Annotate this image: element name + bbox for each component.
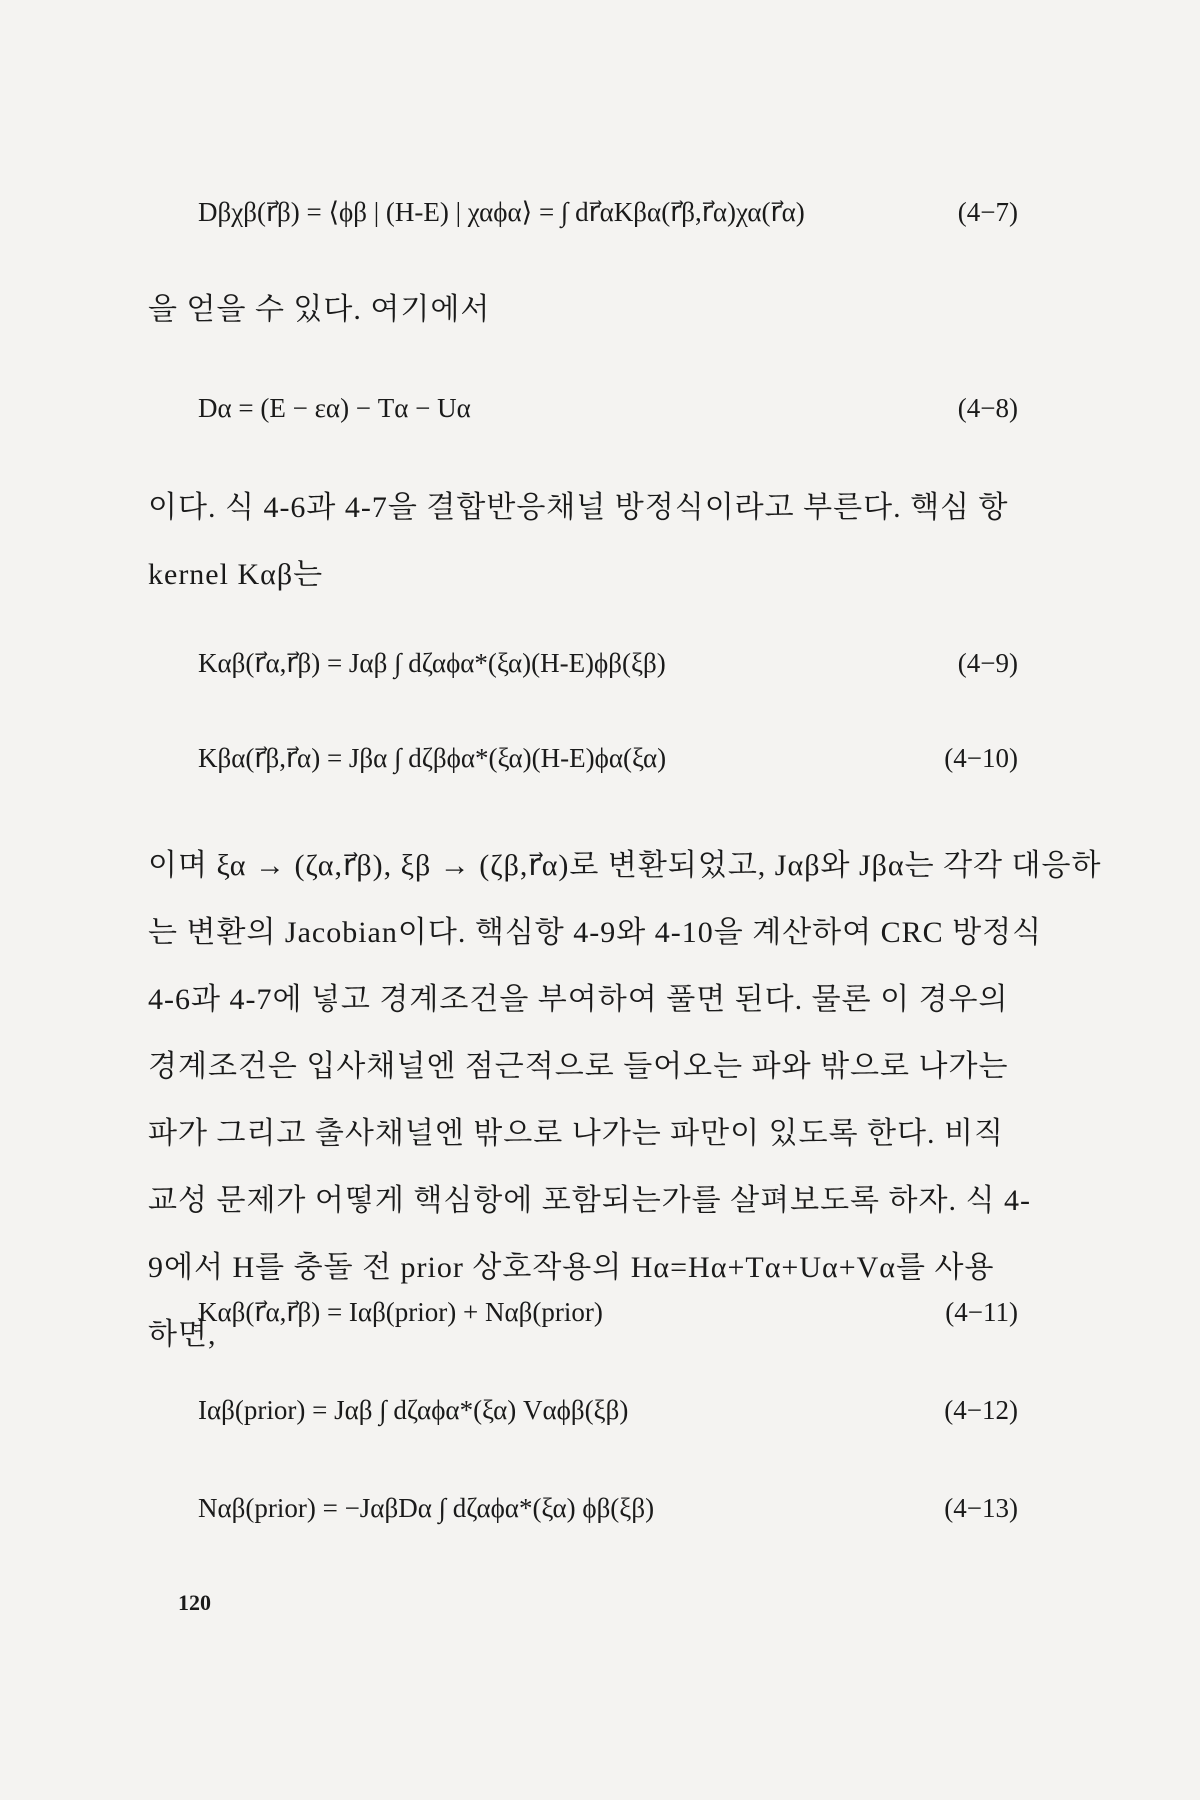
equation-number: (4−12) bbox=[944, 1395, 1018, 1425]
equation-text: Dα = (E − εα) − Tα − Uα bbox=[198, 393, 471, 423]
paragraph-1 bbox=[148, 276, 1028, 343]
equation-text: Kαβ(r⃗α,r⃗β) = Iαβ(prior) + Nαβ(prior) bbox=[198, 1297, 603, 1327]
text-line: 을 얻을 수 있다. 여기에서 bbox=[148, 293, 491, 326]
equation-text: Iαβ(prior) = Jαβ ∫ dζαϕα*(ξα) Vαϕβ(ξβ) bbox=[198, 1395, 629, 1425]
equation-number: (4−9) bbox=[957, 648, 1018, 678]
equation-number: (4−7) bbox=[957, 197, 1018, 227]
paragraph-2 bbox=[148, 474, 1028, 608]
text-line: 4-6과 4-7에 넣고 경계조건을 부여하여 풀면 된다. 물론 이 경우의 bbox=[148, 983, 1009, 1016]
equation-text: Kβα(r⃗β,r⃗α) = Jβα ∫ dζβϕα*(ξα)(H-E)ϕα(ξα) bbox=[198, 743, 667, 773]
equation-text: Nαβ(prior) = −JαβDα ∫ dζαϕα*(ξα) ϕβ(ξβ) bbox=[198, 1493, 655, 1523]
text-line: 이다. 식 4-6과 4-7을 결합반응채널 방정식이라고 부른다. 핵심 항 bbox=[148, 491, 1009, 524]
text-line: 는 변환의 Jacobian이다. 핵심항 4-9와 4-10을 계산하여 CRC 방정식 bbox=[148, 916, 1043, 949]
equation-text: Dβχβ(r⃗β) = ⟨ϕβ | (H-E) | χαϕα⟩ = ∫ dr⃗αKβα(r⃗β,r⃗α)χα(r⃗α) bbox=[198, 197, 805, 227]
text-line: kernel Kαβ는 bbox=[148, 558, 324, 591]
equation-4-8 bbox=[198, 378, 1018, 438]
text-line: 경계조건은 입사채널엔 점근적으로 들어오는 파와 밖으로 나가는 bbox=[148, 1050, 1009, 1083]
text-line: 이며 ξα → (ζα,r⃗β), ξβ → (ζβ,r⃗α)로 변환되었고, Jαβ와 Jβα는 각각 대응하 bbox=[148, 849, 1102, 882]
text-line: 하면, bbox=[148, 1318, 217, 1351]
equation-4-7 bbox=[198, 182, 1018, 242]
equation-4-11 bbox=[198, 1282, 1018, 1342]
equation-4-9 bbox=[198, 633, 1018, 693]
equation-number: (4−8) bbox=[957, 393, 1018, 423]
page-number: 120 bbox=[178, 1590, 211, 1615]
equation-number: (4−10) bbox=[944, 743, 1018, 773]
text-line: 파가 그리고 출사채널엔 밖으로 나가는 파만이 있도록 한다. 비직 bbox=[148, 1117, 1004, 1150]
text-line: 9에서 H를 충돌 전 prior 상호작용의 Hα=Hα+Tα+Uα+Vα를 사용 bbox=[148, 1251, 995, 1284]
equation-4-13 bbox=[198, 1478, 1018, 1538]
equation-text: Kαβ(r⃗α,r⃗β) = Jαβ ∫ dζαϕα*(ξα)(H-E)ϕβ(ξβ) bbox=[198, 648, 666, 678]
text-line: 교성 문제가 어떻게 핵심항에 포함되는가를 살펴보도록 하자. 식 4- bbox=[148, 1184, 1031, 1217]
equation-4-10 bbox=[198, 728, 1018, 788]
equation-number: (4−11) bbox=[945, 1297, 1018, 1327]
equation-4-12 bbox=[198, 1380, 1018, 1440]
equation-number: (4−13) bbox=[944, 1493, 1018, 1523]
